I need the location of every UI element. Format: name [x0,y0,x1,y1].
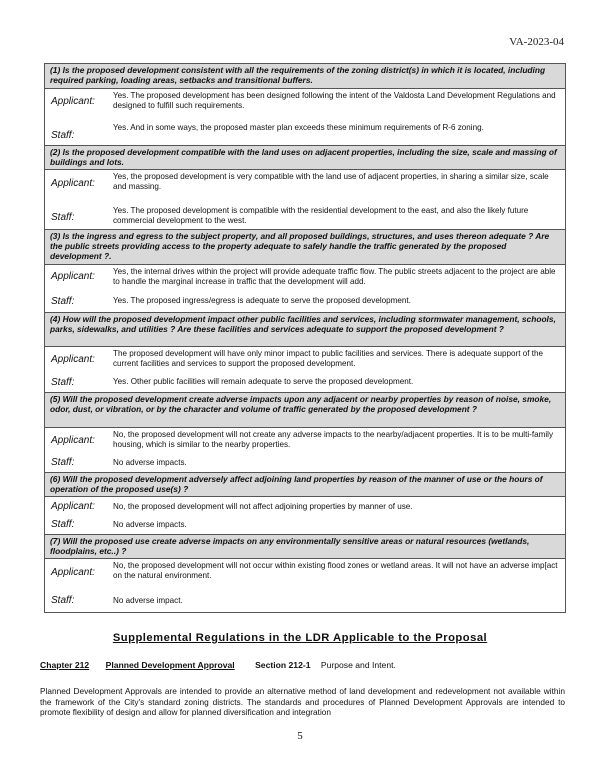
applicant-label: Applicant: [51,96,95,107]
applicant-response: The proposed development will have only minor impact to public facilities and services. There is adequate support of the current facilities and services to support the proposed development. [113,349,543,368]
criterion-answers [45,265,565,313]
purpose-paragraph: Planned Development Approvals are intended to provide an alternative method of land development and redevelopment not available within the framework of the City's standard zoning districts. The standards and procedures of Planned Development Approvals are intended to promote flexibility of design and allow for planned diversification and integration [40,686,565,717]
page-number: 5 [297,730,303,742]
staff-label: Staff: [51,377,75,388]
staff-response: Yes. The proposed development is compatible with the residential development to the east, and also the likely future commercial development to the west. [113,206,529,225]
criterion-answers [45,559,565,612]
criterion-answers [45,497,565,535]
staff-response: No adverse impacts. [113,458,187,467]
criterion-question: (1) Is the proposed development consistent with all the requirements of the zoning district(s) in which it is located, including required parking, loading areas, setbacks and transitional buffers. [45,64,565,89]
applicant-label: Applicant: [51,435,95,446]
staff-response: Yes. The proposed ingress/egress is adequate to serve the proposed development. [113,296,411,305]
staff-response: No adverse impacts. [113,520,187,529]
applicant-response: Yes, the proposed development is very compatible with the land use of adjacent properties, in sharing a similar size, scale and massing. [113,172,549,191]
section-label: Section 212-1 [255,660,311,670]
applicant-label: Applicant: [51,271,95,282]
document-number: VA-2023-04 [509,36,564,48]
criterion-question: (3) Is the ingress and egress to the subject property, and all proposed buildings, structures, and uses thereon adequate ? Are the public streets providing access to the property adequate to safely handle the traffic generated by the proposed development ?. [45,230,565,265]
review-criteria-table [44,63,566,613]
chapter-line [40,660,570,670]
applicant-label: Applicant: [51,178,95,189]
staff-label: Staff: [51,212,75,223]
staff-label: Staff: [51,595,75,606]
chapter-label: Chapter 212 [40,660,90,670]
staff-response: No adverse impact. [113,596,183,605]
criterion-answers [45,170,565,230]
applicant-label: Applicant: [51,354,95,365]
criterion-question: (4) How will the proposed development impact other public facilities and services, including stormwater management, schools, parks, sidewalks, and utilities ? Are these facilities and services adequate to support the proposed development ? [45,313,565,347]
staff-label: Staff: [51,130,75,141]
staff-label: Staff: [51,457,75,468]
applicant-response: No, the proposed development will not create any adverse impacts to the nearby/adjacent properties. It is to be multi-family housing, which is similar to the nearby properties. [113,430,553,449]
criterion-question: (7) Will the proposed use create adverse impacts on any environmentally sensitive areas or natural resources (wetlands, floodplains, etc..) ? [45,535,565,559]
chapter-title: Planned Development Approval [105,660,235,670]
criterion-answers [45,89,565,146]
applicant-response: Yes. The proposed development has been designed following the intent of the Valdosta Land Development Regulations and designed to fulfill such requirements. [113,91,556,110]
criterion-answers [45,428,565,473]
criterion-question: (2) Is the proposed development compatible with the land uses on adjacent properties, including the size, scale and massing of buildings and lots. [45,146,565,170]
criterion-question: (5) Will the proposed development create adverse impacts upon any adjacent or nearby properties by reason of noise, smoke, odor, dust, or vibration, or by the character and volume of traffic generated by the proposed development ? [45,393,565,428]
criterion-question: (6) Will the proposed development adversely affect adjoining land properties by reason of the manner of use or the hours of operation of the proposed use(s) ? [45,473,565,497]
applicant-response: Yes, the internal drives within the project will provide adequate traffic flow. The public streets adjacent to the project are able to handle the marginal increase in traffic that the development will add. [113,267,556,286]
section-title: Purpose and Intent. [320,660,396,670]
applicant-response: No, the proposed development will not affect adjoining properties by manner of use. [113,502,413,511]
staff-response: Yes. Other public facilities will remain adequate to serve the proposed development. [113,377,414,386]
applicant-label: Applicant: [51,501,95,512]
supplemental-heading: Supplemental Regulations in the LDR Applicable to the Proposal [112,632,488,644]
applicant-response: No, the proposed development will not occur within existing flood zones or wetland areas. It will not have an adverse imp[act on the natural environment. [113,561,558,580]
staff-response: Yes. And in some ways, the proposed master plan exceeds these minimum requirements of R-6 zoning. [113,123,484,132]
staff-label: Staff: [51,296,75,307]
applicant-label: Applicant: [51,567,95,578]
staff-label: Staff: [51,519,75,530]
criterion-answers [45,347,565,393]
